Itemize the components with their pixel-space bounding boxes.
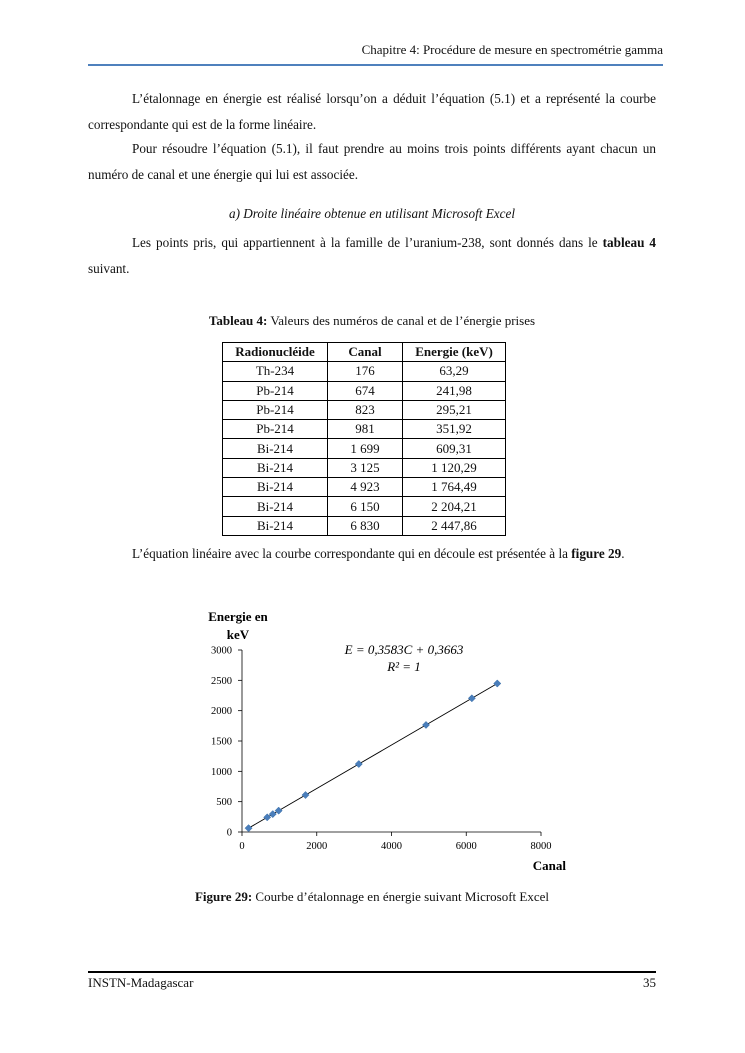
y-tick-label: 2500: [211, 675, 232, 687]
figure-caption: [88, 889, 656, 905]
trendline-equation: E = 0,3583C + 0,3663: [344, 642, 464, 657]
table-cell: 3 125: [328, 458, 403, 477]
paragraph-2: Pour résoudre l’équation (5.1), il faut prendre au moins trois points différents ayant chacun un numéro de canal et une énergie qui lui est associée.: [88, 141, 656, 182]
trendline: [249, 684, 498, 829]
table-cell: 1 120,29: [403, 458, 506, 477]
data-point: [245, 825, 252, 832]
y-axis-label-unit: keV: [226, 627, 250, 642]
table-cell: Th-234: [223, 362, 328, 381]
table-cell: 295,21: [403, 400, 506, 419]
footer-rule: [88, 971, 656, 973]
table-header-cell: Radionucléide: [223, 343, 328, 362]
table-cell: Bi-214: [223, 478, 328, 497]
paragraph-4-tail: .: [621, 546, 625, 561]
table-cell: 674: [328, 381, 403, 400]
table-cell: 351,92: [403, 420, 506, 439]
table-cell: 823: [328, 400, 403, 419]
data-point: [494, 680, 501, 687]
paragraph-4-text: L’équation linéaire avec la courbe correspondante qui en découle est présentée à la: [132, 546, 568, 561]
table-cell: Bi-214: [223, 439, 328, 458]
r-squared: R² = 1: [387, 659, 421, 674]
table-header-cell: Canal: [328, 343, 403, 362]
chart-axes: [242, 650, 541, 832]
data-point: [355, 760, 362, 767]
table-cell: Pb-214: [223, 400, 328, 419]
table-cell: 6 150: [328, 497, 403, 516]
x-tick-label: 6000: [455, 841, 477, 852]
table-reference: tableau 4: [602, 235, 656, 250]
y-tick-label: 3000: [211, 645, 232, 657]
y-axis-label: Energie en: [208, 609, 268, 624]
subheading: a) Droite linéaire obtenue en utilisant Microsoft Excel: [228, 206, 516, 221]
table-cell: Bi-214: [223, 458, 328, 477]
table-cell: 63,29: [403, 362, 506, 381]
data-point: [422, 721, 429, 728]
paragraph-3-text: Les points pris, qui appartiennent à la famille de l’uranium-238, sont donnés dans le: [132, 235, 598, 250]
footer-institution: INSTN-Madagascar: [88, 975, 194, 990]
table-cell: 981: [328, 420, 403, 439]
data-point: [302, 791, 309, 798]
y-tick-label: 500: [216, 797, 232, 809]
table-caption-text: Valeurs des numéros de canal et de l’énergie prises: [267, 313, 536, 328]
table-caption-label: Tableau 4:: [208, 313, 268, 328]
table-cell: 4 923: [328, 478, 403, 497]
table-cell: Bi-214: [223, 497, 328, 516]
table-cell: 176: [328, 362, 403, 381]
paragraph-1: L’étalonnage en énergie est réalisé lorsqu’on a déduit l’équation (5.1) et a représenté la courbe correspondante qui est de la forme linéaire.: [88, 91, 656, 132]
running-header: Chapitre 4: Procédure de mesure en spectrométrie gamma: [361, 42, 663, 57]
table-cell: 609,31: [403, 439, 506, 458]
table-cell: 1 699: [328, 439, 403, 458]
table-cell: 2 447,86: [403, 516, 506, 535]
figure-caption-text: Courbe d’étalonnage en énergie suivant Microsoft Excel: [252, 889, 550, 904]
data-point: [275, 807, 282, 814]
figure-reference: figure 29: [571, 546, 622, 561]
x-axis-label: Canal: [532, 858, 566, 873]
chart-ticks: [211, 646, 552, 853]
y-tick-label: 2000: [211, 706, 232, 718]
y-tick-label: 1000: [211, 766, 232, 778]
data-point: [468, 695, 475, 702]
table-cell: Pb-214: [223, 381, 328, 400]
x-tick-label: 8000: [530, 841, 552, 852]
page-number: 35: [643, 975, 656, 990]
table-cell: 6 830: [328, 516, 403, 535]
x-tick-label: 2000: [306, 841, 328, 852]
table-cell: Pb-214: [223, 420, 328, 439]
table-cell: 1 764,49: [403, 478, 506, 497]
figure-caption-label: Figure 29:: [194, 889, 253, 904]
table-header-cell: Energie (keV): [403, 343, 506, 362]
x-tick-label: 0: [239, 841, 245, 852]
table-cell: Bi-214: [223, 516, 328, 535]
table-cell: 241,98: [403, 381, 506, 400]
paragraph-3-tail: suivant.: [88, 261, 130, 276]
y-tick-label: 1500: [211, 736, 232, 748]
table-cell: 2 204,21: [403, 497, 506, 516]
x-tick-label: 4000: [381, 841, 402, 852]
y-tick-label: 0: [226, 827, 232, 839]
